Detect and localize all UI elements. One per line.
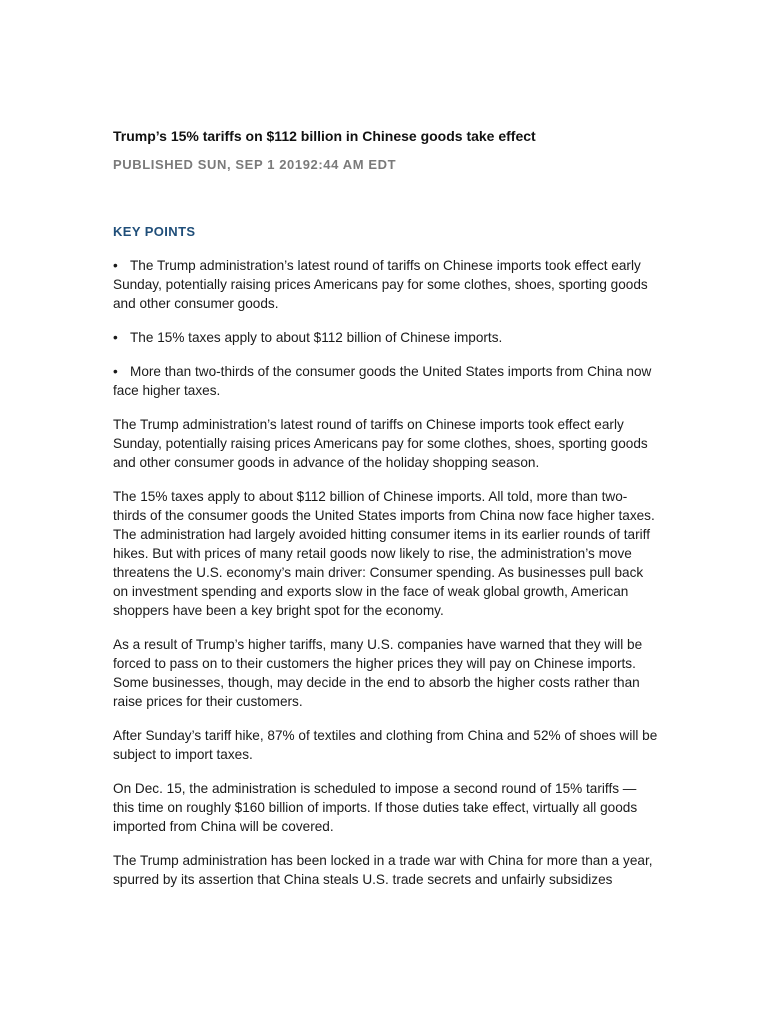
body-paragraph: As a result of Trump’s higher tariffs, many U.S. companies have warned that they will be forced to pass on to their customers the higher prices they will pay on Chinese imports. Some businesses, though, may decide in the end to absorb the higher costs rather than raise prices for their customers.: [113, 637, 643, 709]
bullet-icon: •: [113, 330, 118, 345]
published-date: PUBLISHED SUN, SEP 1 20192:44 AM EDT: [113, 157, 397, 172]
body-paragraph: After Sunday’s tariff hike, 87% of textiles and clothing from China and 52% of shoes will be subject to import taxes.: [113, 728, 658, 762]
bullet-icon: •: [113, 258, 118, 273]
key-points-list: [113, 256, 658, 400]
key-point-text: The Trump administration’s latest round of tariffs on Chinese imports took effect early Sunday, potentially raising prices Americans pay for some clothes, shoes, sporting goods and other consumer goods.: [113, 258, 648, 311]
key-point-text: The 15% taxes apply to about $112 billion of Chinese imports.: [130, 330, 503, 345]
key-points-heading: KEY POINTS: [113, 224, 196, 239]
key-point-item: [113, 362, 658, 400]
key-point-item: [113, 256, 658, 313]
body-paragraph: The 15% taxes apply to about $112 billion of Chinese imports. All told, more than two-thirds of the consumer goods the United States imports from China now face higher taxes. The administration had largely avoided hitting consumer items in its earlier rounds of tariff hikes. But with prices of many retail goods now likely to rise, the administration’s move threatens the U.S. economy’s main driver: Consumer spending. As businesses pull back on investment spending and exports slow in the face of weak global growth, American shoppers have been a key bright spot for the economy.: [113, 489, 655, 618]
article-title: Trump’s 15% tariffs on $112 billion in Chinese goods take effect: [113, 128, 536, 144]
body-paragraph: The Trump administration’s latest round of tariffs on Chinese imports took effect early Sunday, potentially raising prices Americans pay for some clothes, shoes, sporting goods and other consumer goods in advance of the holiday shopping season.: [113, 417, 648, 470]
document-page: [113, 126, 658, 904]
key-point-item: [113, 328, 658, 347]
body-paragraph: On Dec. 15, the administration is scheduled to impose a second round of 15% tariffs — this time on roughly $160 billion of imports. If those duties take effect, virtually all goods imported from China will be covered.: [113, 781, 638, 834]
body-paragraph: The Trump administration has been locked in a trade war with China for more than a year, spurred by its assertion that China steals U.S. trade secrets and unfairly subsidizes: [113, 853, 653, 887]
key-point-text: More than two-thirds of the consumer goods the United States imports from China now face higher taxes.: [113, 364, 652, 398]
bullet-icon: •: [113, 364, 118, 379]
